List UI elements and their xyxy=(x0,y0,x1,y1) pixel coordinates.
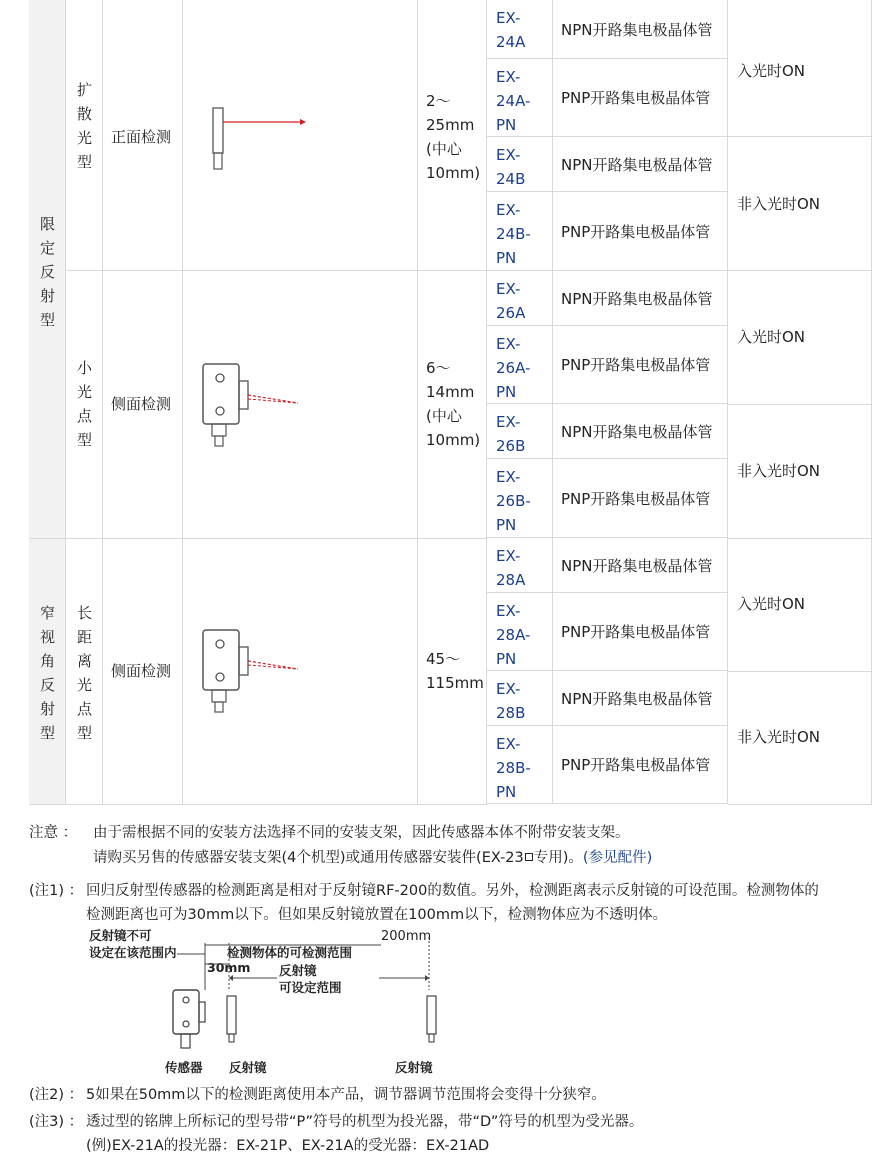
model-code[interactable]: EX- xyxy=(496,413,521,431)
distance-cell xyxy=(418,0,487,271)
output-type: NPN开路集电极晶体管 xyxy=(561,156,713,174)
operation-label: 非入光时ON xyxy=(737,462,821,480)
output-type: NPN开路集电极晶体管 xyxy=(561,423,713,441)
note-text: 由于需根据不同的安装方法选择不同的安装支架，因此传感器本体不附带安装支架。 xyxy=(93,825,630,841)
image-cell xyxy=(183,0,418,271)
image-cell xyxy=(183,271,418,539)
operation-cell xyxy=(728,539,872,672)
operation-label: 非入光时ON xyxy=(737,195,821,213)
operation-cell xyxy=(728,137,872,271)
output-cell xyxy=(553,404,728,459)
model-code[interactable]: 26B- xyxy=(496,492,531,510)
model-code[interactable]: EX- xyxy=(496,547,521,565)
distance-text: 45～ xyxy=(426,650,461,668)
diagram-label: 设定在该范围内 xyxy=(89,945,177,960)
output-type: PNP开路集电极晶体管 xyxy=(561,89,711,107)
operation-cell xyxy=(728,271,872,405)
output-type: NPN开路集电极晶体管 xyxy=(561,690,713,708)
operation-label: 入光时ON xyxy=(737,62,806,80)
model-code[interactable]: 24B- xyxy=(496,225,531,243)
type-cell xyxy=(66,0,103,271)
distance-text: 115mm xyxy=(426,674,484,692)
model-code[interactable]: 24A xyxy=(496,33,526,51)
output-type: NPN开路集电极晶体管 xyxy=(561,290,713,308)
output-type: PNP开路集电极晶体管 xyxy=(561,223,711,241)
category-cell xyxy=(29,0,66,539)
model-code[interactable]: EX- xyxy=(496,680,521,698)
operation-label: 入光时ON xyxy=(737,595,806,613)
diagram-label: 反射镜 xyxy=(279,963,317,978)
category-cell xyxy=(29,539,66,805)
model-code[interactable]: 26A xyxy=(496,304,526,322)
model-cell xyxy=(487,671,553,726)
operation-label: 入光时ON xyxy=(737,328,806,346)
side-sensor-image xyxy=(198,625,318,725)
note-text: 5如果在50mm以下的检测距离使用本产品，调节器调节范围将会变得十分狭窄。 xyxy=(86,1087,606,1103)
note-text: (例)EX-21A的投光器：EX-21P、EX-21A的受光器：EX-21AD xyxy=(86,1138,490,1154)
note-label: (注2) ： xyxy=(29,1087,84,1103)
output-type: NPN开路集电极晶体管 xyxy=(561,557,713,575)
diagram-label: 200mm xyxy=(381,929,432,944)
output-cell xyxy=(553,326,728,404)
category-label: 限 定 反 射 型 xyxy=(40,215,56,329)
accessory-link[interactable]: (参见配件) xyxy=(582,850,653,866)
diagram-label: 可设定范围 xyxy=(279,980,342,995)
mirror-range-diagram xyxy=(89,928,469,1078)
model-code[interactable]: 28A- xyxy=(496,626,531,644)
type-label: 长 距 离 光 点 型 xyxy=(77,604,93,742)
model-code[interactable]: 26B xyxy=(496,437,526,455)
model-code[interactable]: EX- xyxy=(496,201,521,219)
model-code[interactable]: 26A- xyxy=(496,359,531,377)
model-code[interactable]: 28A xyxy=(496,571,526,589)
distance-text: 6～ xyxy=(426,359,451,377)
distance-text: 14mm xyxy=(426,383,475,401)
output-cell xyxy=(553,271,728,326)
output-cell xyxy=(553,459,728,538)
mode-label: 正面检测 xyxy=(111,128,172,146)
output-cell xyxy=(553,59,728,137)
type-cell xyxy=(66,271,103,539)
model-code[interactable]: PN xyxy=(496,650,517,668)
diagram-label: 反射镜 xyxy=(229,1060,267,1075)
model-code[interactable]: EX- xyxy=(496,146,521,164)
model-code[interactable]: PN xyxy=(496,116,517,134)
image-cell xyxy=(183,539,418,805)
side-sensor-image xyxy=(198,359,318,459)
distance-text: 2～ xyxy=(426,92,451,110)
note-label: 注意 ： xyxy=(29,825,78,841)
model-code[interactable]: PN xyxy=(496,249,517,267)
output-cell xyxy=(553,0,728,59)
operation-cell xyxy=(728,0,872,137)
output-type: NPN开路集电极晶体管 xyxy=(561,21,713,39)
distance-text: (中心 xyxy=(426,407,462,425)
operation-label: 非入光时ON xyxy=(737,728,821,746)
model-cell xyxy=(487,326,553,404)
operation-cell xyxy=(728,672,872,805)
output-cell xyxy=(553,593,728,671)
mode-cell xyxy=(103,539,183,805)
model-cell xyxy=(487,192,553,271)
model-cell xyxy=(487,726,553,804)
diagram-label: 反射镜 xyxy=(395,1060,433,1075)
output-cell xyxy=(553,192,728,271)
model-code[interactable]: EX- xyxy=(496,602,521,620)
note-text: 请购买另售的传感器安装支架(4个机型)或通用传感器安装件(EX-23 xyxy=(93,850,524,866)
model-code[interactable]: 28B- xyxy=(496,759,531,777)
model-code[interactable]: EX- xyxy=(496,735,521,753)
distance-text: (中心 xyxy=(426,140,462,158)
model-cell xyxy=(487,538,553,593)
output-type: PNP开路集电极晶体管 xyxy=(561,623,711,641)
note-text: 透过型的铭牌上所标记的型号带“P”符号的机型为投光器，带“D”符号的机型为受光器。 xyxy=(86,1114,644,1130)
model-code[interactable]: 24A- xyxy=(496,92,531,110)
model-cell xyxy=(487,404,553,459)
note-text: 专用)。 xyxy=(533,850,583,866)
model-code[interactable]: PN xyxy=(496,383,517,401)
note-text: 检测距离也可为30mm以下。但如果反射镜放置在100mm以下，检测物体应为不透明体。 xyxy=(86,907,668,923)
front-sensor-image xyxy=(208,100,328,180)
note-text-line2 xyxy=(93,847,652,870)
mode-label: 侧面检测 xyxy=(111,662,172,680)
model-cell xyxy=(487,593,553,671)
model-cell xyxy=(487,59,553,137)
diagram-label: 30mm xyxy=(207,960,251,975)
model-code[interactable]: EX- xyxy=(496,9,521,27)
diagram-label: 反射镜不可 xyxy=(89,928,152,943)
diagram-label: 传感器 xyxy=(165,1060,203,1075)
output-type: PNP开路集电极晶体管 xyxy=(561,356,711,374)
model-code[interactable]: EX- xyxy=(496,280,521,298)
distance-cell xyxy=(418,271,487,539)
model-code[interactable]: PN xyxy=(496,516,517,534)
distance-cell xyxy=(418,539,487,805)
note-label: (注1) ： xyxy=(29,883,84,899)
mode-cell xyxy=(103,271,183,539)
model-code[interactable]: 24B xyxy=(496,170,526,188)
distance-text: 10mm) xyxy=(426,164,481,182)
note-label: (注3) ： xyxy=(29,1114,84,1130)
model-code[interactable]: PN xyxy=(496,783,517,801)
output-type: PNP开路集电极晶体管 xyxy=(561,490,711,508)
output-cell xyxy=(553,538,728,593)
type-cell xyxy=(66,539,103,805)
note-text: 回归反射型传感器的检测距离是相对于反射镜RF-200的数值。另外，检测距离表示反射镜的可设范围。检测物体的 xyxy=(86,883,819,899)
model-cell xyxy=(487,459,553,538)
model-code[interactable]: EX- xyxy=(496,335,521,353)
model-code[interactable]: 28B xyxy=(496,704,526,722)
distance-text: 25mm xyxy=(426,116,475,134)
diagram-label: 检测物体的可检测范围 xyxy=(227,945,353,960)
model-cell xyxy=(487,271,553,326)
model-code[interactable]: EX- xyxy=(496,68,521,86)
model-cell xyxy=(487,0,553,59)
output-cell xyxy=(553,726,728,804)
output-cell xyxy=(553,671,728,726)
output-type: PNP开路集电极晶体管 xyxy=(561,756,711,774)
output-cell xyxy=(553,137,728,192)
type-label: 扩 散 光 型 xyxy=(77,81,93,171)
small-square-icon xyxy=(525,853,533,861)
distance-text: 10mm) xyxy=(426,431,481,449)
model-cell xyxy=(487,137,553,192)
category-label: 窄 视 角 反 射 型 xyxy=(40,604,56,742)
operation-cell xyxy=(728,405,872,539)
model-code[interactable]: EX- xyxy=(496,468,521,486)
spec-table xyxy=(29,0,872,805)
mode-label: 侧面检测 xyxy=(111,395,172,413)
mode-cell xyxy=(103,0,183,271)
type-label: 小 光 点 型 xyxy=(77,359,93,449)
